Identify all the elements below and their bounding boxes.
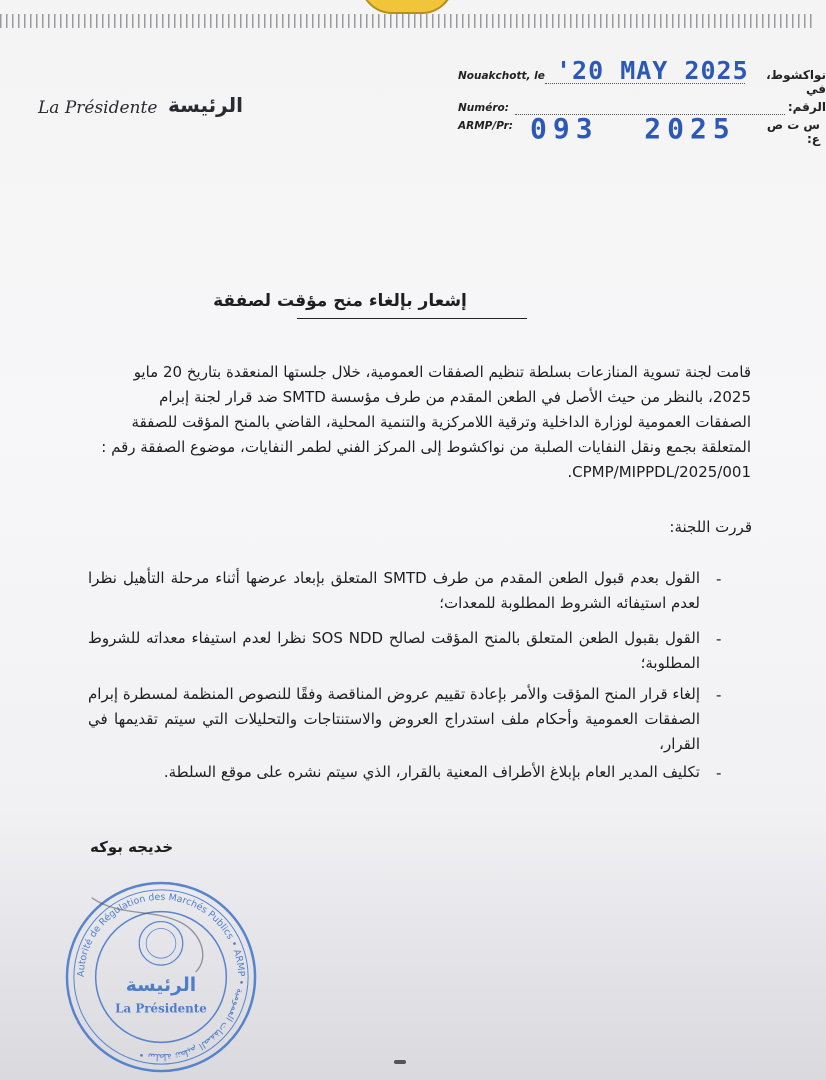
notice-paragraph	[88, 360, 751, 485]
emblem-logo	[360, 0, 454, 14]
decision-item: القول بقبول الطعن المتعلق بالمنح المؤقت لصالح SOS NDD نظرا لعدم استيفاء معداته للشروط المطلوبة؛	[88, 629, 700, 672]
decision-item: القول بعدم قبول الطعن المقدم من طرف SMTD المتعلق بإبعاد عرضها أثناء مرحلة التأهيل نظرا لعدم استيفائه الشروط المطلوبة للمعدات؛	[88, 569, 700, 612]
seal-ring-text: Autorité de Régulation des Marchés Publics • ARMP • سلطة تنظيم الصفقات العمومية •	[75, 891, 247, 1063]
decided-label: قررت اللجنة:	[669, 518, 752, 536]
numero-label-ar: الرقم:	[787, 100, 826, 114]
decision-bullet: -	[716, 764, 722, 782]
paragraph-line: قامت لجنة تسوية المنازعات بسلطة تنظيم الصفقات العمومية، خلال جلستها المنعقدة بتاريخ 20 مايو	[133, 363, 751, 381]
decision-bullet: -	[716, 686, 722, 704]
seal-center-ar: الرئيسة	[125, 974, 197, 996]
decision-bullet: -	[716, 630, 722, 648]
top-ruled-strip	[0, 14, 814, 28]
place-label-ar: نواكشوط، في	[766, 68, 826, 96]
paragraph-line: 001/CPMP/MIPPDL/2025.	[567, 463, 751, 481]
reference-number-stamp: 093 2025	[530, 112, 736, 145]
paragraph-line: المتعلقة بجمع ونقل النفايات الصلبة من نواكشوط إلى المركز الفني لطمر النفايات، موضوع الصفقة رقم :	[101, 438, 751, 456]
presidente-fr-label: La Présidente	[38, 98, 158, 118]
paragraph-line: الصفقات العمومية لوزارة الداخلية وترقية اللامركزية والتنمية المحلية، القاضي بالمنح المؤقت للصفقة	[131, 413, 751, 431]
paragraph-line: 2025، بالنظر من حيث الأصل في الطعن المقدم من طرف مؤسسة SMTD ضد قرار لجنة إبرام	[159, 388, 751, 406]
official-seal-stamp	[62, 878, 260, 1076]
decision-bullet: -	[716, 570, 722, 588]
decision-item: تكليف المدير العام بإبلاغ الأطراف المعنية بالقرار، الذي سيتم نشره على موقع السلطة.	[163, 763, 700, 781]
presidente-ar-label: الرئيسة	[168, 93, 243, 117]
date-stamp: '20 MAY 2025	[556, 56, 749, 85]
document-title: إشعار بإلغاء منح مؤقت لصفقة	[213, 291, 467, 311]
armp-label-ar: س ت ص ع:	[766, 118, 820, 146]
seal-center-fr: La Présidente	[115, 1001, 207, 1016]
signer-name: خديجه بوكه	[90, 838, 174, 856]
armp-label-fr: ARMP/Pr:	[458, 120, 513, 132]
title-underline	[297, 318, 527, 319]
place-label-fr: Nouakchott, le	[458, 70, 545, 82]
decision-item: إلغاء قرار المنح المؤقت والأمر بإعادة تقييم عروض المناقصة وفقًا للنصوص المنظمة لمسطرة إبرام الصفقات العمومية وأحكام ملف استدراج العروض والاستنتاجات والتحليلات التي سيتم تقديمها في القرار،	[88, 685, 700, 753]
numero-label-fr: Numéro:	[458, 102, 509, 114]
page-mark	[394, 1060, 406, 1064]
